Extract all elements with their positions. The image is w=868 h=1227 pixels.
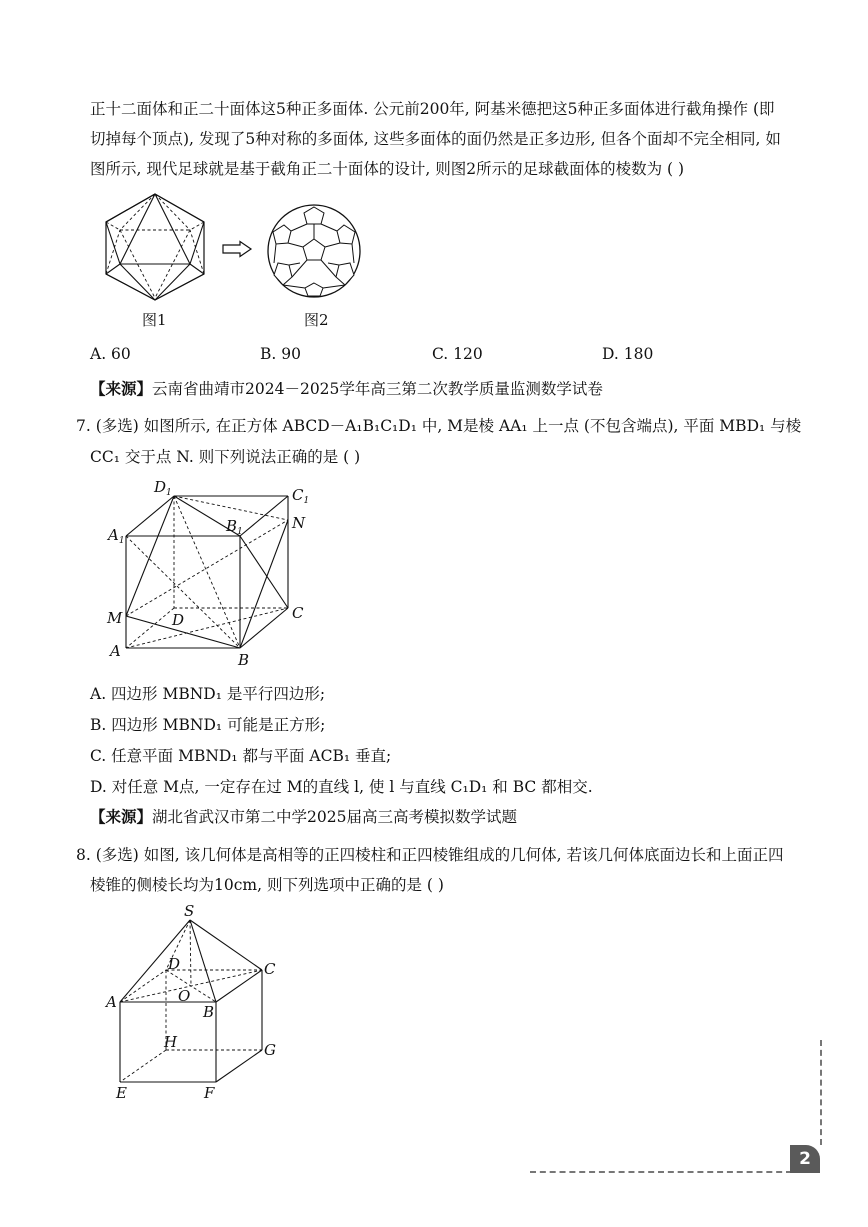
q7-source <box>90 806 517 828</box>
q8-text-line-2: 棱锥的侧棱长均为10cm, 则下列选项中正确的是 ( ) <box>90 876 444 894</box>
q7-text-line-2: CC₁ 交于点 N. 则下列说法正确的是 ( ) <box>90 448 361 466</box>
label-m: M <box>107 609 123 627</box>
label-c: C <box>264 960 276 978</box>
footer-vertical-dashed-line <box>820 1040 822 1145</box>
label-f: F <box>204 1084 215 1102</box>
label-s: S <box>184 902 195 920</box>
source-tag: 【来源】 <box>90 807 153 826</box>
source-text: 云南省曲靖市2024－2025学年高三第二次教学质量监测数学试卷 <box>152 380 603 398</box>
label-c: C <box>292 604 304 622</box>
q7-text-line-1: 7. (多选) 如图所示, 在正方体 ABCD－A₁B₁C₁D₁ 中, M是棱 AA₁ 上一点 (不包含端点), 平面 MBD₁ 与棱 <box>76 417 802 435</box>
page-number-badge: 2 <box>790 1145 820 1173</box>
q6-text-line-1: 正十二面体和正二十面体这5种正多面体. 公元前200年, 阿基米德把这5种正多面体进行截角操作 (即 <box>90 100 775 118</box>
footer-dashed-line <box>530 1171 792 1173</box>
q6-option-a[interactable]: A. 60 <box>90 345 131 363</box>
label-h: H <box>164 1033 178 1051</box>
label-e: E <box>116 1084 127 1102</box>
label-a1: $A_1$ <box>108 526 125 546</box>
soccer-ball-figure <box>266 203 362 299</box>
q6-text-line-3: 图所示, 现代足球就是基于截角正二十面体的设计, 则图2所示的足球截面体的棱数为 ( ) <box>90 160 685 178</box>
q7-option-a[interactable]: A. 四边形 MBND₁ 是平行四边形; <box>90 685 326 703</box>
label-b1: $B_1$ <box>226 517 243 537</box>
q6-text-line-2: 切掉每个顶点), 发现了5种对称的多面体, 这些多面体的面仍然是正多边形, 但各个面却不完全相同, 如 <box>90 130 781 148</box>
label-c1: $C_1$ <box>292 486 310 506</box>
source-text: 湖北省武汉市第二中学2025届高三高考模拟数学试题 <box>152 808 517 826</box>
cube-figure <box>100 478 320 673</box>
figure-2-caption: 图2 <box>304 311 329 329</box>
label-b: B <box>203 1003 215 1021</box>
q7-option-b[interactable]: B. 四边形 MBND₁ 可能是正方形; <box>90 716 326 734</box>
q7-option-c[interactable]: C. 任意平面 MBND₁ 都与平面 ACB₁ 垂直; <box>90 747 392 765</box>
label-a: A <box>110 642 121 660</box>
label-n: N <box>292 514 306 532</box>
label-o: O <box>178 987 191 1005</box>
arrow-icon <box>222 241 252 257</box>
prism-pyramid-figure <box>100 902 290 1102</box>
q6-source <box>90 378 603 400</box>
q6-option-d[interactable]: D. 180 <box>602 345 654 363</box>
source-tag: 【来源】 <box>90 379 153 398</box>
q8-text-line-1: 8. (多选) 如图, 该几何体是高相等的正四棱柱和正四棱锥组成的几何体, 若该几何体底面边长和上面正四 <box>76 846 784 864</box>
label-d1: $D_1$ <box>154 478 172 498</box>
q6-option-b[interactable]: B. 90 <box>260 345 301 363</box>
q7-option-d[interactable]: D. 对任意 M点, 一定存在过 M的直线 l, 使 l 与直线 C₁D₁ 和 BC 都相交. <box>90 778 593 796</box>
q6-option-c[interactable]: C. 120 <box>432 345 483 363</box>
figure-1-caption: 图1 <box>142 311 167 329</box>
label-g: G <box>264 1041 276 1059</box>
label-a: A <box>106 993 117 1011</box>
label-b: B <box>238 651 250 669</box>
icosahedron-figure <box>100 192 210 307</box>
label-d: D <box>168 955 181 973</box>
label-d: D <box>172 611 185 629</box>
